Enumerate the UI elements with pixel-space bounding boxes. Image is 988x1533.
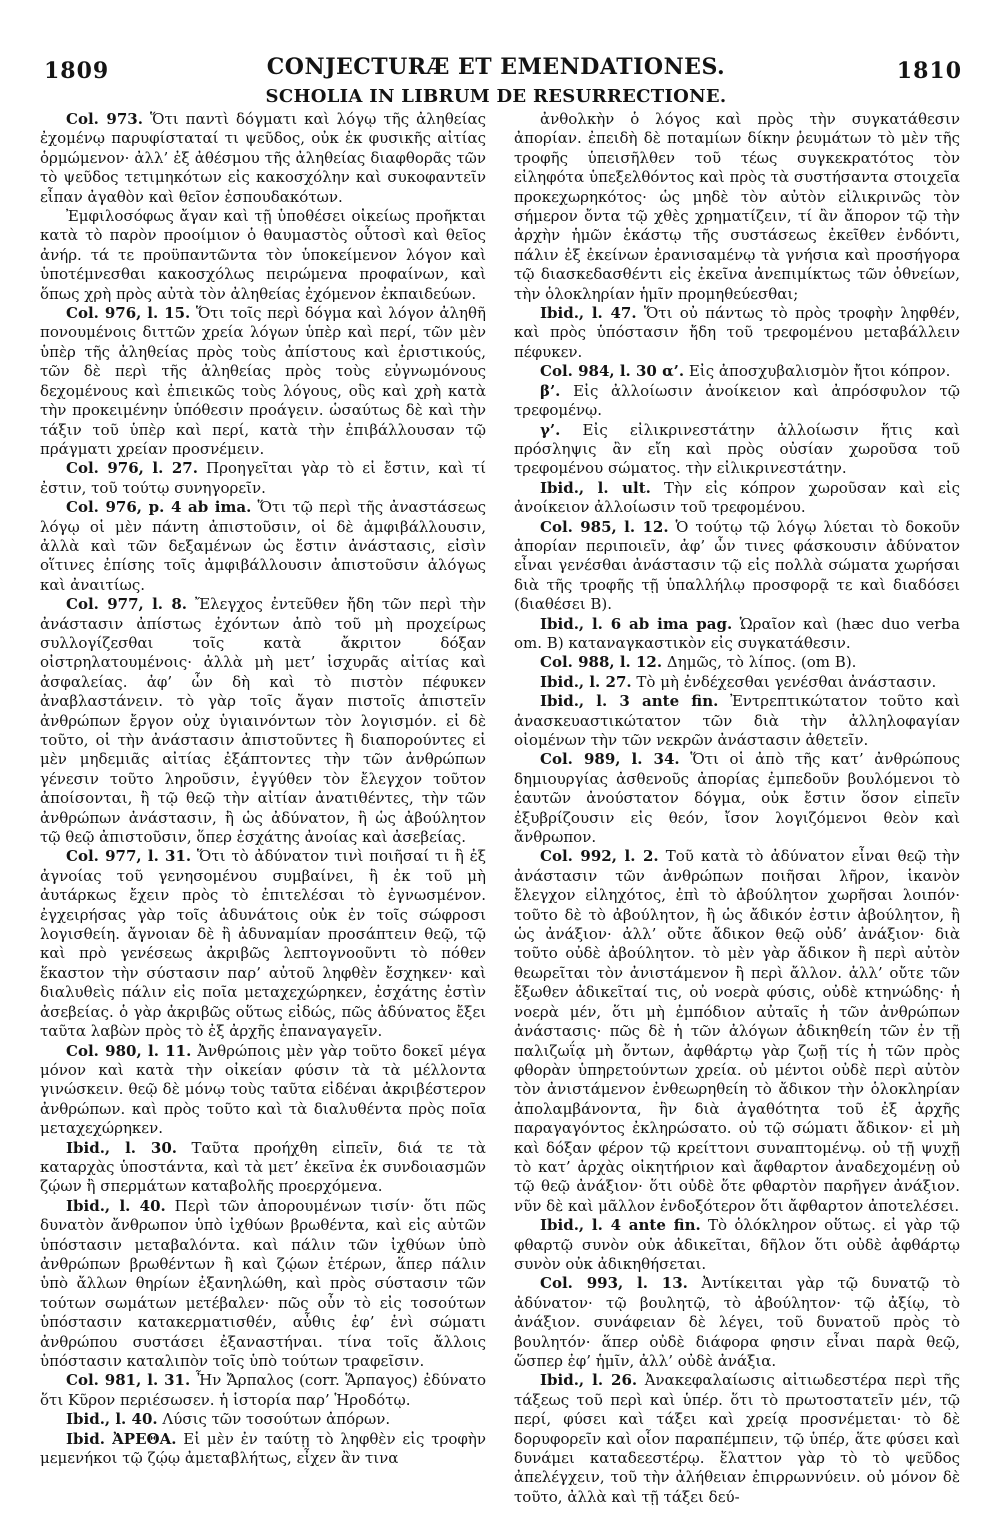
scholion-reference: Col. 985, l. 12. [540, 517, 669, 536]
scholion-text: Περὶ τῶν ἀπορουμένων τισίν· ὅτι πῶς δυνατὸν ἄνθρωπον ὑπὸ ἰχθύων βρωθέντα, καὶ εἰς αὐτῶν ὑπόστασιν μεταβαλόντα. καὶ πάλιν τῶν ἰχθύων ὑπὸ ἀνθρώπων βρωθέντων ἢ καὶ ζῴων ἑτέρων, ἅπερ πάλιν ὑπὸ ἄλλων θηρίων ἐξανηλώθη, καὶ πρὸς σύστασιν τῶν τούτων σωμάτων μετέβαλεν· πῶς οὖν τὸ εἰς τοσούτων ὑπόστασιν κατακερματισθέν, αὖθις ἐφ’ ἑνὶ σώματι ἀνθρώπου συστάσει ἐξαναστήναι. τίνα τοῖς ἄλλοις ὑπόστασιν καταλιπὸν τοῖς ὑπὸ τούτων τραφεῖσιν. [40, 1196, 486, 1370]
scholion-reference: Col. 989, l. 34. [540, 750, 680, 769]
scholion-reference: Ibid., l. 27. [540, 672, 632, 691]
scholion-reference: Ibid., l. 3 ante fin. [540, 692, 719, 711]
scholion-reference: Col. 980, l. 11. [66, 1041, 192, 1060]
scholion-reference: Col. 992, l. 2. [540, 847, 659, 866]
scholion-reference: Col. 981, l. 31. [66, 1371, 191, 1390]
scholion-paragraph [40, 1042, 486, 1139]
scholion-text: Λύσις τῶν τοσούτων ἀπόρων. [162, 1410, 391, 1429]
scholion-text: Ὅτι οἱ ἀπὸ τῆς κατ’ ἀνθρώπους δημιουργίας ἀσθενοῦς ἀπορίας ἐμπεδοῦν βουλόμενοι τὸ ἑαυτῶν ἀνούστατον δόγμα, οὐκ ἔστιν ὅσον εἰπεῖν ἐξυβρίζουσιν εἰς θεόν, ἴσον λογιζόμενοι θεὸν καὶ ἄνθρωπον. [514, 750, 960, 847]
scholion-reference: Ibid., l. 30. [66, 1138, 178, 1157]
scholion-reference: Col. 984, l. 30 α’. [540, 362, 685, 381]
scholion-reference: Ibid., l. 6 ab ima pag. [540, 614, 733, 633]
scholion-reference: Ibid. ἈΡΕΘΑ. [66, 1429, 177, 1448]
scholion-paragraph [40, 1139, 486, 1197]
scholion-paragraph [40, 498, 486, 595]
scholion-text: Εἰς εἰλικρινεστάτην ἀλλοίωσιν ἥτις καὶ πρόσληψις ἂν εἴη καὶ πρὸς οὐσίαν χωροῦσα τοῦ τρεφομένου σώματος. τὴν εἰλικρινεστάτην. [514, 420, 960, 478]
scholion-reference: Ibid., l. 40. [66, 1196, 166, 1215]
scholion-text: Ὅτι τῷ περὶ τῆς ἀναστάσεως λόγῳ οἱ μὲν πάντη ἀπιστοῦσιν, οἱ δὲ ἀμφιβάλλουσιν, ἀλλὰ καὶ τῶν δεξαμένων ὡς ἔστιν ἀνάστασις, εἰσὶν οἵτινες ἐπίσης τοῖς ἀμφιβάλλουσιν ἀπιστοῦσιν ἀλόγως καὶ ἀναιτίως. [40, 498, 486, 594]
scholion-text: Τὴν εἰς κόπρον χωροῦσαν καὶ εἰς ἀνοίκειον ἀλλοίωσιν τοῦ τρεφομένου. [514, 478, 960, 517]
scholion-reference: Ibid., l. 47. [540, 304, 637, 323]
column-number-right: 1810 [896, 58, 962, 84]
scholion-paragraph [514, 518, 960, 615]
scholion-reference: Ibid., l. 40. [66, 1410, 158, 1429]
scholion-reference: Col. 988, l. 12. [540, 653, 663, 672]
running-title [30, 52, 962, 112]
scholion-paragraph [514, 673, 960, 692]
scholion-paragraph [514, 479, 960, 518]
scholion-text: Ἐντρεπτικώτατον τοῦτο καὶ ἀνασκευαστικώτατον τῶν διὰ τὴν ἀλληλοφαγίαν οἰομένων τὴν τῶν νεκρῶν ἀνάστασιν ἀθετεῖν. [514, 692, 960, 749]
scholion-reference: Col. 976, l. 15. [66, 304, 191, 323]
scholion-paragraph [514, 362, 960, 381]
scholion-text: Ἀντίκειται γὰρ τῷ δυνατῷ τὸ ἀδύνατον· τῷ βουλητῷ, τὸ ἀβούλητον· τῷ ἀξίῳ, τὸ ἀνάξιον. συνάφειαν δὲ λέγει, τοῦ δυνατοῦ πρὸς τὸ βουλητόν· ἅπερ οὐδὲ διάφορα φησιν εἶναι παρὰ θεῷ, ὥσπερ ἐφ’ ἡμῖν, ἀλλ’ οὐδὲ ἀνάξια. [514, 1274, 960, 1370]
scholion-text: Ἔλεγχος ἐντεῦθεν ἤδη τῶν περὶ τὴν ἀνάστασιν ἀπίστως ἐχόντων ἀπὸ τοῦ μὴ προχείρως συλλογίζεσθαι τοῖς κατὰ ἄκριτον δόξαν οἰστρηλατουμένοις· ἀλλὰ μὴ μετ’ ἰσχυρᾶς αἰτίας καὶ ἀσφαλείας. ἀφ’ ὧν δὴ καὶ τὸ πιστὸν πέφυκεν ἀναβλαστάνειν. τὸ γὰρ τοῖς ἄγαν πιστοῖς ἀπιστεῖν ἀνθρώπων ἔργον οὐχ ὑγιαινόντων τὸν λογισμόν. εἰ δὲ τοῦτο, οἱ τὴν ἀνάστασιν ἀπιστοῦντες ἢ διαπορούντες εἰ μὲν μηδεμιᾶς αἰτίας ἐξάπτοντες τὴν τῶν ἀνθρώπων γένεσιν τοῦτο ληροῦσιν, ἐγγύθεν τὸν ἔλεγχον τοῦτον ἀποίσονται, ἢ τῷ θεῷ τὴν αἰτίαν ἀνατιθέντες, τὴν τῶν ἀνθρώπων ἀνάστασιν, ἢ ὡς ἀδύνατον, ἢ ὡς ἀβούλητον τῷ θεῷ ἀπιστοῦσιν, ὅπερ ἐσχάτης ἀνοίας καὶ ἀσεβείας. [40, 595, 486, 847]
scholion-text: Τὸ ὁλόκληρον οὕτως. εἰ γὰρ τῷ φθαρτῷ συνὸν οὐκ ἀδικεῖται, δῆλον ὅτι οὐδὲ ἀφθάρτῳ συνὸν οὐκ ἀδικηθήσεται. [514, 1216, 960, 1273]
scholion-text: Εἰς ἀποσχυβαλισμὸν ἤτοι κόπρον. [688, 362, 951, 381]
scholion-paragraph [514, 1274, 960, 1371]
column-number-left: 1809 [44, 58, 110, 84]
scholion-paragraph [40, 207, 486, 304]
scholion-paragraph [40, 304, 486, 459]
scholion-text: Ὅτι παντὶ δόγματι καὶ λόγῳ τῆς ἀληθείας ἐχομένῳ παρυφίσταταί τι ψεῦδος, οὐκ ἐκ φυσικῆς αἰτίας ὁρμώμενον· ἀλλ’ ἐξ ἀθέσμου τῆς ἀληθείας διαφθορᾶς τῶν τὸ ψεῦδος τετιμηκότων εἰς κακοσχόλην καὶ συκοφαντεῖν εἶπαν ἀγαθὸν καὶ θεῖον ἐσπουδακότων. [40, 110, 486, 206]
scholion-text: Προηγεῖται γὰρ τὸ εἰ ἔστιν, καὶ τί ἐστιν, τοῦ τούτῳ συνηγορεῖν. [40, 459, 486, 497]
scholion-text: Τὸ μὴ ἐνδέχεσθαι γενέσθαι ἀνάστασιν. [636, 672, 937, 691]
scholion-paragraph [514, 304, 960, 362]
scholion-reference: Col. 977, l. 31. [66, 847, 192, 866]
scholion-text: Ὅτι οὐ πάντως τὸ πρὸς τροφὴν ληφθέν, καὶ πρὸς ὑπόστασιν ἤδη τοῦ τρεφομένου μεταβάλλειν πέφυκεν. [514, 304, 960, 361]
scholion-paragraph [40, 110, 486, 207]
scholion-reference: β’. [540, 381, 561, 400]
scholion-paragraph [40, 1430, 486, 1469]
page-subtitle: SCHOLIA IN LIBRUM DE RESURRECTIONE. [265, 86, 727, 107]
scholion-paragraph [514, 692, 960, 750]
scholion-text: ἀνθολκὴν ὁ λόγος καὶ πρὸς τὴν συγκατάθεσιν ἀπορίαν. ἐπειδὴ δὲ ποταμίων δίκην ῥευμάτων τὸ μὲν τῆς τροφῆς ὑπεισῆλθεν τοῦ τέως συγκεκρατότος τὸν εἰληφότα ὑπεξελθόντος καὶ πρὸς τὰ συστήσαντα στοιχεῖα προκεχωρηκότος· ὡς μηδὲ τὸν αὐτὸν εἰλικρινῶς τὸν σήμερον ὄντα τῷ χθὲς χρηματίζειν, τί ἂν ἄπορον τῷ τὴν ἀρχὴν ἡμῶν ἑκάστῳ τῆς συστάσεως ἐκεῖθεν ἐνδόντι, πάλιν ἐξ ἐκείνων ἐρανισαμένῳ τὰ γνήσια καὶ προσήγορα τῷ διασκεδασθέντι εἰς ἐκεῖνα ἀνεπιμίκτως τῶν ὀθνείων, τὴν ὁλοκληρίαν ἡμῖν προμηθεύεσθαι; [514, 110, 960, 303]
scholion-paragraph [514, 847, 960, 1216]
scholion-text: Ὁ τούτῳ τῷ λόγῳ λύεται τὸ δοκοῦν ἀπορίαν περιποιεῖν, ἀφ’ ὧν τινες φάσκουσιν ἀδύνατον εἶναι γενέσθαι ἀνάστασιν τῷ εἰς πολλὰ σώματα χωρήσαι διὰ τῆς τροφῆς τῇ ὑπαλλήλῳ προσφορᾷ τε καὶ διαδόσει (διαθέσει B). [514, 517, 960, 614]
scholion-paragraph [40, 1371, 486, 1410]
page-header [30, 28, 962, 107]
scholion-paragraph [514, 653, 960, 672]
right-column [514, 110, 960, 1533]
scholion-text: Ὅτι τὸ ἀδύνατον τινὶ ποιῆσαί τι ἢ ἐξ ἀγνοίας τοῦ γενησομένου συμβαίνει, ἢ ἐκ τοῦ μὴ ἀυτάρκως ἔχειν πρὸς τὸ ἐπιτελέσαι τὸ ἐγνωσμένον. ἐγχειρήσας γὰρ τοῖς ἀδυνάτοις οὐκ ἐν τοῖς σώφροσι λογισθείη. ἄγνοιαν δὲ ἢ ἀδυναμίαν προσάπτειν θεῷ, τῷ καὶ πρὸ γενέσεως ἀκριβῶς λεπτογνοοῦντι τὸ πόθεν ἕκαστον τὴν σύστασιν παρ’ αὐτοῦ ληφθὲν ἔσχηκεν· καὶ διαλυθεὶς πάλιν εἰς ποῖα μεταχεχώρηκεν, ἐσχάτης ἐστὶν ἀσεβείας. ὁ γὰρ ἀκριβῶς οὕτως εἰδώς, πῶς ἀδύνατος ἔξει ταῦτα λαβὼν πρὸς τὸ ἐξ ἀρχῆς ἐπαναγαγεῖν. [40, 847, 486, 1041]
left-column [40, 110, 486, 1533]
scholion-text: Ὡραῖον καὶ (hæc duo verba om. B) καταναγκαστικὸν εἰς συγκατάθεσιν. [514, 614, 960, 652]
scholion-text: Ἀνθρώποις μὲν γὰρ τοῦτο δοκεῖ μέγα μόνον καὶ κατὰ τὴν οἰκείαν φύσιν τὰ τὰ μέλλοντα γινώσκειν. θεῷ δὲ μόνῳ τοὺς ταῦτα εἰδέναι ἀκριβέστερον ἀνθρώπων. καὶ πρὸς τοῦτο καὶ τὰ διαλυθέντα πρὸς ποῖα μεταχεχώρηκεν. [40, 1041, 486, 1138]
scholion-reference: Ibid., l. ult. [540, 478, 651, 497]
scholion-paragraph [40, 847, 486, 1041]
text-columns [40, 110, 960, 1533]
scholion-reference: Col. 993, l. 13. [540, 1274, 688, 1293]
scholion-reference: Col. 976, l. 27. [66, 459, 198, 478]
scholion-paragraph [514, 1216, 960, 1274]
scholion-reference: Ibid., l. 4 ante fin. [540, 1216, 701, 1235]
scholion-text: Τοῦ κατὰ τὸ ἀδύνατον εἶναι θεῷ τὴν ἀνάστασιν τῶν ἀνθρώπων ποιῆσαι λῆρον, ἱκανὸν ἔλεγχον εἰληχότος, ἐπὶ τὸ ἀβούλητον χωρῆσαι λοιπόν· τοῦτο δὲ τὸ ἀβούλητον, ἢ ὡς ἄδικόν ἐστιν ἀβούλητον, ἢ ὡς ἀνάξιον· ἀλλ’ οὔτε ἄδικον θεῷ οὐδ’ ἀνάξιον· διὰ τοῦτο οὐδὲ ἀβούλητον. τὸ μὲν γὰρ ἄδικον ἢ περὶ αὐτὸν θεωρεῖται τὸν ἀνιστάμενον ἢ περὶ ἄλλον. ἀλλ’ οὔτε τῶν ἔξωθεν ἀδικεῖταί τις, οὐ νοερὰ φύσις, οὐδὲ κτηνώδης· ἡ νοερὰ μέν, ὅτι μὴ ἐμπόδιον αὐταῖς ἡ τῶν ἀνθρώπων ἀνάστασις· πῶς δὲ ἡ τῶν ἀλόγων ἀδικηθείη τῶν ἐν τῇ παλιζωΐᾳ μὴ ὄντων, ἀφθάρτῳ γὰρ ζωῇ τίς ἡ τῶν πρὸς φθορὰν ὑπηρετούντων χρεία. οὐ μέντοι οὐδὲ περὶ αὐτὸν τὸν ἀνιστάμενον ἐνθεωρηθείη τὸ ἄδικον τὴν ὁλοκληρίαν ἀπολαμβάνοντα, ἣν διὰ ἀγαθότητα τοῦ ἐξ ἀρχῆς παραγαγόντος ἐκληρώσατο. οὐ τῷ σώματι ἄδικον· εἰ μὴ καὶ δόξαν φέρον τῷ κρείττονι συναπτομένῳ. οὐ τῇ ψυχῇ τὸ κατ’ ἀρχὰς οἰκητήριον καὶ ἄφθαρτον ἀναδεχομένῃ οὐ τῷ θεῷ ἀνάξιον· ὅτι οὐδὲ ὅτε φθαρτὸν παρῆγεν ἀνάξιον. νῦν δὲ καὶ μᾶλλον ἐνδοξότερον ὅτι ἄφθαρτον ἀποτελέσει. [514, 847, 960, 1215]
scholion-paragraph [514, 1371, 960, 1507]
scholion-paragraph [514, 382, 960, 421]
page-title: CONJECTURÆ ET EMENDATIONES. [266, 54, 726, 80]
scholion-reference: Col. 977, l. 8. [66, 595, 188, 614]
scholion-paragraph [514, 615, 960, 654]
scholion-paragraph [40, 1197, 486, 1372]
scholion-paragraph [40, 595, 486, 847]
scholion-text: Ἦν Ἄρπαλος (corr. Ἅρπαγος) ἐδύνατο ὅτι Κῦρον περιέσωσεν. ἡ ἱστορία παρ’ Ἡροδότῳ. [40, 1371, 486, 1409]
scholion-paragraph [40, 459, 486, 498]
scholion-paragraph [40, 1410, 486, 1429]
scholion-paragraph [514, 421, 960, 479]
scholion-text: Ὅτι τοῖς περὶ δόγμα καὶ λόγον ἀληθῆ πονουμένοις διττῶν χρεία λόγων ὑπὲρ καὶ περί, τῶν μὲν ὑπὲρ τῆς ἀληθείας πρὸς τοὺς ἀπίστους καὶ ἐριστικούς, τῶν δὲ περὶ τῆς ἀληθείας πρὸς τοὺς εὐγνωμόνους δεχομένους καὶ ἐπιεικῶς τοὺς λόγους, οὓς καὶ χρὴ κατὰ τὴν προκειμένην ὑπόθεσιν προάγειν. ὡσαύτως δὲ καὶ τὴν τάξιν τοῦ ὑπὲρ καὶ περί, κατὰ τὴν ἐπιβάλλουσαν τῷ πράγματι χρείαν προσνέμειν. [40, 304, 486, 458]
scholion-reference: Col. 973. [66, 110, 143, 128]
scholion-text: Ἐμφιλοσόφως ἄγαν καὶ τῇ ὑποθέσει οἰκείως προῆκται κατὰ τὸ παρὸν προοίμιον ὁ θαυμαστὸς οὗτοσὶ καὶ θεῖος ἀνήρ. τά τε προϋπαντῶντα τὸν ὑποκείμενον λόγον καὶ ὑποτέμνεσθαι κακοσχόλως πειρώμενα προφαίνων, καὶ ὅπως χρὴ πρὸς αὐτὰ τὸν ἀληθείας ἐχόμενον ἐκπαιδεύων. [40, 207, 486, 303]
scholion-paragraph [514, 750, 960, 847]
scholion-text: Δημῶς, τὸ λίπος. (om B). [666, 653, 857, 672]
scholion-text: Ταῦτα προήχθη εἰπεῖν, διά τε τὰ καταρχὰς ὑποστάντα, καὶ τὰ μετ’ ἐκεῖνα ἐκ συνδοιασμῶν ζῴων ἢ σπερμάτων καταβολῆς προερχόμενα. [40, 1138, 486, 1196]
scholion-reference: Ibid., l. 26. [540, 1371, 638, 1390]
scholion-reference: γ’. [540, 420, 561, 439]
scholion-reference: Col. 976, p. 4 ab ima. [66, 498, 252, 517]
scholion-paragraph [514, 110, 960, 304]
scholion-text: Εἰς ἀλλοίωσιν ἀνοίκειον καὶ ἀπρόσφυλον τῷ τρεφομένῳ. [514, 381, 960, 420]
scholion-text: Εἰ μὲν ἐν ταύτῃ τὸ ληφθὲν εἰς τροφὴν μεμενήκοι τῷ ζῴῳ ἀμεταβλήτως, εἶχεν ἂν τινα [40, 1429, 486, 1468]
scholion-text: Ἀνακεφαλαίωσις αἰτιωδεστέρα περὶ τῆς τάξεως τοῦ περὶ καὶ ὑπέρ. ὅτι τὸ πρωτοστατεῖν μέν, τῷ περί, φύσει καὶ τάξει καὶ χρείᾳ προσνέμεται· τὸ δὲ δορυφορεῖν καὶ οἷον παραπέμπειν, τῷ ὑπέρ, ἅτε φύσει καὶ δυνάμει καταδεεστέρῳ. ἔλαττον γὰρ τὸ τὸ ψεῦδος ἀπελέγχειν, τοῦ τὴν ἀλήθειαν ἐπιρρωννύειν. οὐ μόνον δὲ τοῦτο, ἀλλὰ καὶ τῇ τάξει δεύ- [514, 1371, 960, 1506]
